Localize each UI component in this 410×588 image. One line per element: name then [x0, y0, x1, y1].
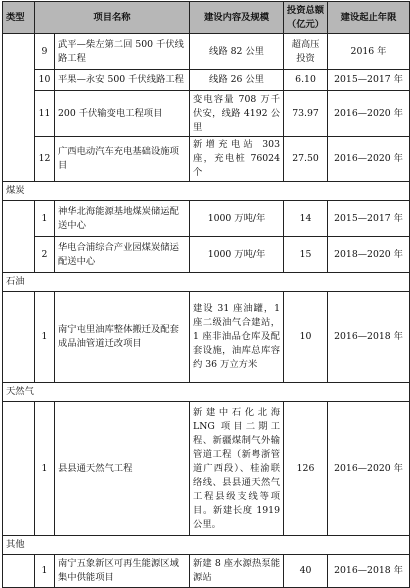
section-row-other — [3, 536, 410, 555]
category-cell — [3, 34, 35, 70]
project-years: 2016—2018 年 — [328, 292, 410, 383]
project-content: 建设 31 座油罐，1 座二级油气合建站，1 座非油品仓库及配套设施，油库总库容约 36 万立方米 — [190, 292, 284, 383]
project-years: 2015—2017 年 — [328, 70, 410, 91]
section-row-coal — [3, 182, 410, 201]
category-cell — [3, 91, 35, 137]
project-content: 线路 26 公里 — [190, 70, 284, 91]
row-number: 2 — [35, 237, 55, 273]
category-cell — [3, 555, 35, 588]
project-content: 变电容量 708 万千伏安，线路 4192 公里 — [190, 91, 284, 137]
project-content: 新增充电站 303 座，充电桩 76024 个 — [190, 137, 284, 182]
table-row — [3, 201, 410, 237]
header-investment: 投资总额（亿元） — [284, 2, 328, 34]
project-investment: 27.50 — [284, 137, 328, 182]
project-investment: 14 — [284, 201, 328, 237]
project-years: 2016 年 — [328, 34, 410, 70]
row-number: 1 — [35, 201, 55, 237]
project-name: 200 千伏输变电工程项目 — [55, 91, 190, 137]
project-investment: 126 — [284, 402, 328, 536]
section-label: 煤炭 — [3, 182, 410, 201]
project-investment: 6.10 — [284, 70, 328, 91]
header-row — [3, 2, 410, 34]
row-number: 11 — [35, 91, 55, 137]
project-name: 县县通天然气工程 — [55, 402, 190, 536]
row-number: 1 — [35, 555, 55, 588]
project-investment: 超高压投资 — [284, 34, 328, 70]
project-years: 2016—2020 年 — [328, 402, 410, 536]
table-row — [3, 292, 410, 383]
project-name: 南宁五象新区可再生能源区域集中供能项目 — [55, 555, 190, 588]
project-investment: 15 — [284, 237, 328, 273]
table-row — [3, 70, 410, 91]
project-content: 新建中石化北海 LNG 项目二期工程、新疆煤制气外输管道工程（新粤浙管道广西段）、桂渝联络线、县县通天然气工程县级支线等项目。新建长度 1919 公里。 — [190, 402, 284, 536]
row-number: 10 — [35, 70, 55, 91]
project-content: 1000 万吨/年 — [190, 201, 284, 237]
project-years: 2016—2018 年 — [328, 555, 410, 588]
header-project-name: 项目名称 — [35, 2, 190, 34]
project-years: 2016—2020 年 — [328, 91, 410, 137]
table-row — [3, 91, 410, 137]
section-label: 天然气 — [3, 383, 410, 402]
header-years: 建设起止年限 — [328, 2, 410, 34]
project-content: 线路 82 公里 — [190, 34, 284, 70]
section-row-gas — [3, 383, 410, 402]
project-investment: 73.97 — [284, 91, 328, 137]
header-category: 类型 — [3, 2, 35, 34]
project-name: 南宁屯里油库整体搬迁及配套成品油管道迁改项目 — [55, 292, 190, 383]
project-years: 2016—2020 年 — [328, 137, 410, 182]
project-content: 1000 万吨/年 — [190, 237, 284, 273]
project-investment: 10 — [284, 292, 328, 383]
header-content: 建设内容及规模 — [190, 2, 284, 34]
table-row — [3, 555, 410, 588]
category-cell — [3, 70, 35, 91]
row-number: 12 — [35, 137, 55, 182]
category-cell — [3, 201, 35, 237]
section-label: 石油 — [3, 273, 410, 292]
table-row — [3, 137, 410, 182]
category-cell — [3, 402, 35, 536]
table-row — [3, 34, 410, 70]
section-row-oil — [3, 273, 410, 292]
table-row — [3, 237, 410, 273]
project-name: 华电合浦综合产业园煤炭储运配送中心 — [55, 237, 190, 273]
section-label: 其他 — [3, 536, 410, 555]
project-content: 新建 8 座水源热泵能源站 — [190, 555, 284, 588]
project-name: 武平—柴左第二回 500 千伏线路工程 — [55, 34, 190, 70]
project-years: 2018—2020 年 — [328, 237, 410, 273]
category-cell — [3, 137, 35, 182]
category-cell — [3, 292, 35, 383]
energy-projects-table — [2, 1, 410, 588]
row-number: 9 — [35, 34, 55, 70]
project-name: 广西电动汽车充电基础设施项目 — [55, 137, 190, 182]
category-cell — [3, 237, 35, 273]
project-name: 神华北海能源基地煤炭储运配送中心 — [55, 201, 190, 237]
row-number: 1 — [35, 402, 55, 536]
table-row — [3, 402, 410, 536]
project-years: 2015—2017 年 — [328, 201, 410, 237]
project-investment: 40 — [284, 555, 328, 588]
project-name: 平果—永安 500 千伏线路工程 — [55, 70, 190, 91]
row-number: 1 — [35, 292, 55, 383]
